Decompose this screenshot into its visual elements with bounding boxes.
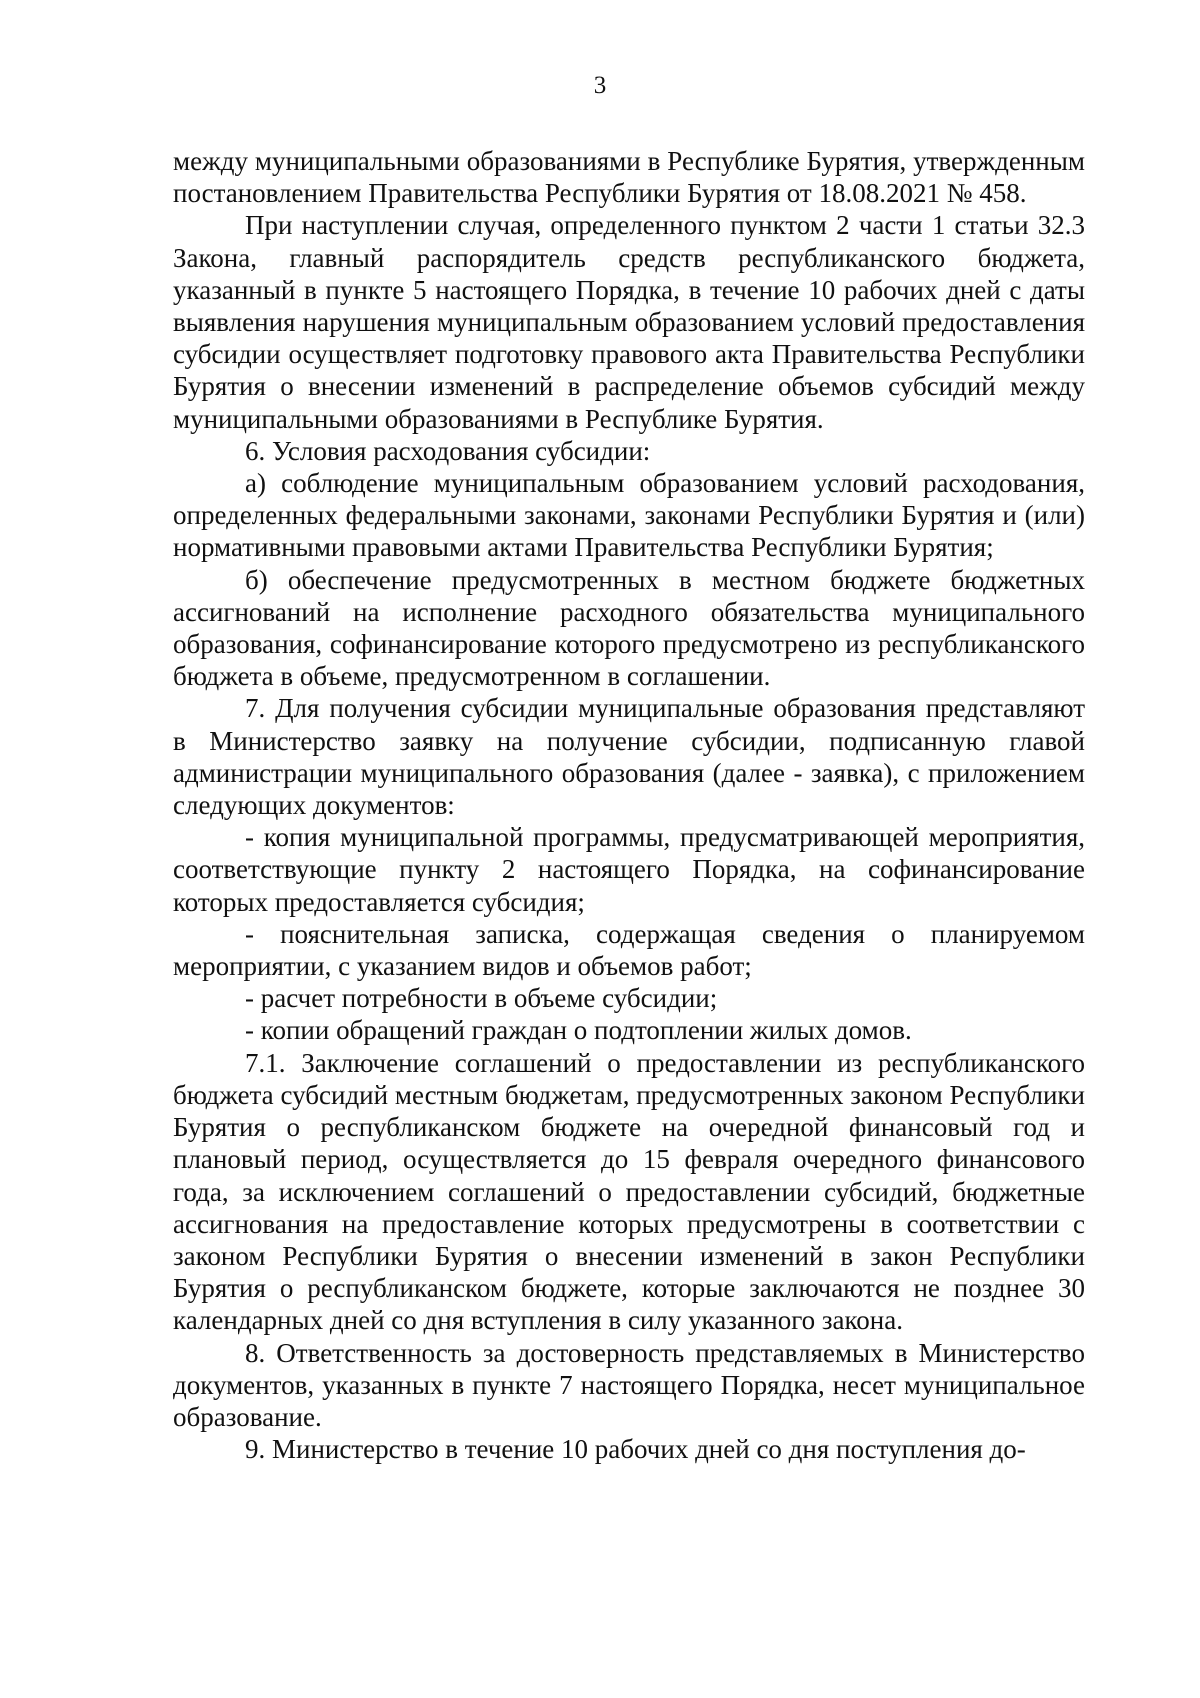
paragraph-6-heading: 6. Условия расходования субсидии:: [245, 435, 651, 466]
paragraph-6b: б) обеспечение предусмотренных в местном бюджете бюджетных ассигнований на исполнение расходного обязательства муниципального образования, софинансирование которого предусмотрено из республиканского бюджета в объеме, предусмотренном в соглашении.: [173, 564, 1085, 692]
list-item-subsidy-calculation: - расчет потребности в объеме субсидии;: [245, 983, 718, 1014]
list-item-explanatory-note: - пояснительная записка, содержащая сведения о планируемом мероприятии, с указанием видов и объемов работ;: [173, 918, 1085, 982]
paragraph-9: 9. Министерство в течение 10 рабочих дней со дня поступления до-: [245, 1434, 1026, 1465]
document-body: [173, 145, 1085, 1465]
paragraph-intro-continuation: между муниципальными образованиями в Республике Бурятия, утвержденным постановлением Правительства Республики Бурятия от 18.08.2021 № 458.: [173, 146, 1085, 209]
list-item-citizen-appeals: - копии обращений граждан о подтоплении жилых домов.: [245, 1015, 912, 1046]
paragraph-7-1: 7.1. Заключение соглашений о предоставлении из республиканского бюджета субсидий местным бюджетам, предусмотренных законом Республики Бурятия о республиканском бюджете на очередной финансовый год и плановый период, осуществляется до 15 февраля очередного финансового года, за исключением соглашений о предоставлении субсидий, бюджетные ассигнования на предоставление которых предусмотрены в соответствии с законом Республики Бурятия о внесении изменений в закон Республики Бурятия о республиканском бюджете, которые заключаются не позднее 30 календарных дней со дня вступления в силу указанного закона.: [173, 1047, 1085, 1336]
page-number: 3: [593, 72, 607, 99]
list-item-program-copy: - копия муниципальной программы, предусматривающей мероприятия, соответствующие пункту 2 настоящего Порядка, на софинансирование которых предоставляется субсидия;: [173, 822, 1085, 917]
paragraph-6a: а) соблюдение муниципальным образованием условий расходования, определенных федеральными законами, законами Республики Бурятия и (или) нормативными правовыми актами Правительства Республики Бурятия;: [173, 468, 1085, 563]
paragraph-violation-case: При наступлении случая, определенного пунктом 2 части 1 статьи 32.3 Закона, главный распорядитель средств республиканского бюджета, указанный в пункте 5 настоящего Порядка, в течение 10 рабочих дней с даты выявления нарушения муниципальным образованием условий предоставления субсидии осуществляет подготовку правового акта Правительства Республики Бурятия о внесении изменений в распределение объемов субсидий между муниципальными образованиями в Республике Бурятия.: [173, 210, 1085, 434]
paragraph-7: 7. Для получения субсидии муниципальные образования представляют в Министерство заявку на получение субсидии, подписанную главой администрации муниципального образования (далее - заявка), с приложением следующих документов:: [173, 693, 1085, 821]
paragraph-8: 8. Ответственность за достоверность представляемых в Министерство документов, указанных в пункте 7 настоящего Порядка, несет муниципальное образование.: [173, 1337, 1085, 1432]
